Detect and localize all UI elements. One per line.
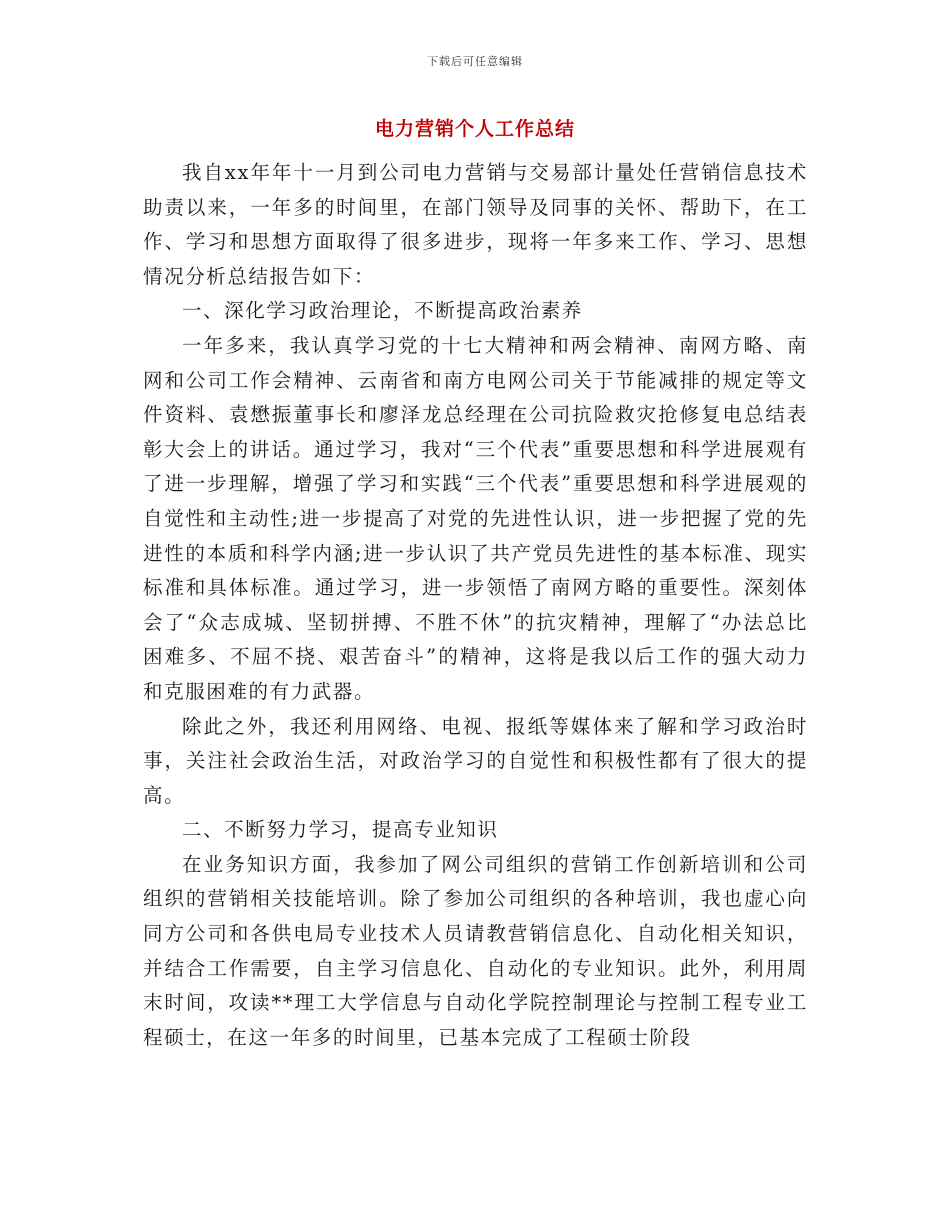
section-heading-1: 一、深化学习政治理论，不断提高政治素养	[182, 299, 583, 323]
paragraph-political-study: 一年多来，我认真学习党的十七大精神和两会精神、南网方略、南网和公司工作会精神、云南省和南方电网公司关于节能减排的规定等文件资料、袁懋振董事长和廖泽龙总经理在公司抗险救灾抢修复电总结表彰大会上的讲话。通过学习，我对“三个代表”重要思想和科学进展观有了进一步理解，增强了学习和实践“三个代表”重要思想和科学进展观的自觉性和主动性;进一步提高了对党的先进性认识，进一步把握了党的先进性的本质和科学内涵;进一步认识了共产党员先进性的基本标准、现实标准和具体标准。通过学习，进一步领悟了南网方略的重要性。深刻体会了“众志成城、坚韧拼搏、不胜不休”的抗灾精神，理解了“办法总比困难多、不屈不挠、艰苦奋斗”的精神，这将是我以后工作的强大动力和克服困难的有力武器。	[143, 333, 808, 703]
paragraph-professional-study: 在业务知识方面，我参加了网公司组织的营销工作创新培训和公司组织的营销相关技能培训。除了参加公司组织的各种培训，我也虚心向同方公司和各供电局专业技术人员请教营销信息化、自动化相关知识，并结合工作需要，自主学习信息化、自动化的专业知识。此外，利用周末时间，攻读**理工大学信息与自动化学院控制理论与控制工程专业工程硕士，在这一年多的时间里，已基本完成了工程硕士阶段	[143, 852, 808, 1049]
paragraph-media-study: 除此之外，我还利用网络、电视、报纸等媒体来了解和学习政治时事，关注社会政治生活，对政治学习的自觉性和积极性都有了很大的提高。	[143, 714, 808, 807]
header-note: 下载后可任意编辑	[427, 55, 523, 68]
document-body	[143, 156, 808, 1055]
paragraph-intro: 我自xx年年十一月到公司电力营销与交易部计量处任营销信息技术助责以来，一年多的时间里，在部门领导及同事的关怀、帮助下，在工作、学习和思想方面取得了很多进步，现将一年多来工作、学习、思想情况分析总结报告如下：	[143, 161, 808, 288]
section-heading-2: 二、不断努力学习，提高专业知识	[182, 818, 499, 842]
document-title: 电力营销个人工作总结	[374, 118, 575, 140]
